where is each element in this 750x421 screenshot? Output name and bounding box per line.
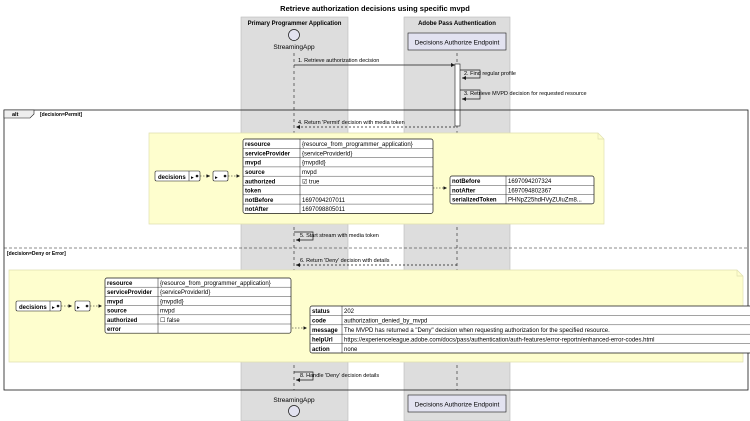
json-key: code [312, 318, 327, 325]
message-2-label: 2. Find regular profile [464, 71, 516, 77]
permit-token-table [450, 176, 594, 204]
group-label-adobe-pass: Adobe Pass Authentication [418, 21, 496, 27]
json-value: ☑ true [302, 179, 320, 186]
json-key: serviceProvider [245, 151, 291, 158]
array-bullet: ▸ [191, 175, 194, 181]
deny-decision-table [105, 278, 291, 333]
json-value: {serviceProviderId} [302, 151, 353, 158]
json-value: PHNpZ25hdHVyZUluZm8... [508, 197, 582, 204]
json-key: token [245, 188, 262, 195]
json-value: {mvpdId} [160, 299, 184, 306]
entity-icon [289, 406, 300, 417]
json-key: resource [107, 281, 133, 287]
array-bullet: ▸ [52, 305, 55, 311]
json-key: status [312, 309, 330, 316]
json-key: source [245, 170, 265, 176]
json-key: notBefore [245, 197, 274, 204]
json-value: {serviceProviderId} [160, 290, 211, 297]
json-value: none [344, 346, 358, 353]
json-value: {resource_from_programmer_application} [302, 142, 413, 149]
permit-decision-table [243, 139, 433, 213]
json-value: {mvpdId} [302, 160, 326, 167]
json-key: mvpd [107, 299, 124, 306]
json-key: action [312, 346, 330, 353]
json-key: helpUrl [312, 337, 333, 344]
group-label-programmer: Primary Programmer Application [247, 21, 342, 27]
json-value: 1697094802367 [508, 188, 552, 195]
message-5-label: 5. Start stream with media token [300, 233, 379, 239]
json-value: 202 [344, 309, 355, 316]
json-value: authorization_denied_by_mvpd [344, 318, 428, 325]
json-key: authorized [107, 317, 138, 324]
json-value: ☐ false [160, 317, 180, 324]
activation-bar [455, 64, 460, 126]
alt-guard-permit: [decision=Permit] [40, 112, 83, 118]
json-key: mvpd [245, 160, 262, 167]
entity-icon [289, 30, 300, 41]
diagram-title: Retrieve authorization decisions using specific mvpd [280, 4, 470, 13]
message-3-label: 3. Retrieve MVPD decision for requested resource [464, 91, 587, 97]
array-bullet: ▸ [215, 175, 218, 181]
json-value: 1697098805011 [302, 207, 345, 214]
json-value: 1697094207324 [508, 179, 552, 186]
json-key: authorized [245, 179, 276, 186]
deny-decisions-label: decisions [19, 305, 47, 311]
json-value: 1697094207011 [302, 197, 345, 204]
message-1-label: 1. Retrieve authorization decision [298, 58, 380, 64]
json-key: serviceProvider [107, 290, 153, 297]
json-value: mvpd [302, 170, 317, 176]
json-key: source [107, 308, 127, 315]
alt-label: alt [12, 112, 19, 118]
json-key: resource [245, 142, 271, 149]
participant-streaming-app-bottom: StreamingApp [273, 397, 315, 404]
json-key: message [312, 328, 338, 334]
message-8-label: 8. Handle 'Deny' decision details [300, 373, 380, 379]
alt-frame-tab [4, 110, 34, 118]
message-6-label: 6. Return 'Deny' decision with details [300, 258, 390, 264]
deny-error-table [310, 306, 750, 353]
json-key: notAfter [452, 188, 476, 195]
json-key: serializedToken [452, 197, 497, 204]
json-key: error [107, 327, 122, 333]
participant-streaming-app: StreamingApp [273, 44, 315, 51]
array-bullet: ▸ [77, 305, 80, 311]
json-key: notAfter [245, 207, 269, 214]
json-value: The MVPD has returned a "Deny" decision when requesting authorization for the specified resource. [344, 328, 610, 334]
json-value: https://experienceleague.adobe.com/docs/pass/authentication/auth-features/error-reportn/enhanced-error-codes.html [344, 337, 655, 344]
participant-decisions-authorize-bottom: Decisions Authorize Endpoint [414, 401, 500, 409]
json-value: mvpd [160, 308, 175, 315]
participant-decisions-authorize: Decisions Authorize Endpoint [414, 39, 500, 47]
message-4-label: 4. Return 'Permit' decision with media token [298, 120, 405, 126]
json-key: notBefore [452, 179, 481, 186]
json-value: {resource_from_programmer_application} [160, 281, 271, 287]
alt-guard-deny: [decision=Deny or Error] [7, 251, 66, 257]
permit-decisions-label: decisions [158, 175, 186, 181]
